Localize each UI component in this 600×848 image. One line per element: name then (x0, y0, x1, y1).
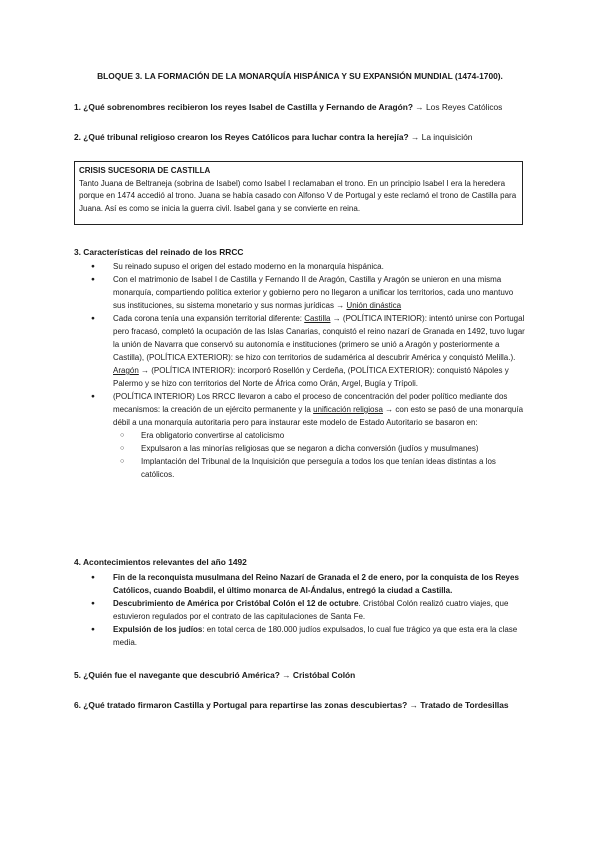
underlined-term: Unión dinástica (346, 301, 402, 310)
answer-5: → Cristóbal Colón (279, 670, 356, 680)
sub-list-item: ○ Era obligatorio convertirse al catolicismo (91, 429, 527, 442)
list-item (91, 623, 527, 649)
answer-1: → Los Reyes Católicos (412, 102, 503, 112)
question-5-text: 5. ¿Quién fue el navegante que descubrió América? (74, 670, 280, 680)
underlined-term: Castilla (304, 314, 331, 323)
question-2-text: 2. ¿Qué tribunal religioso crearon los Reyes Católicos para luchar contra la herejía? (74, 132, 409, 142)
box-text: Tanto Juana de Beltraneja (sobrina de Isabel) como Isabel I reclamaban el trono. En un principio Isabel I era la heredera porque en 1474 accedió al trono. Juana se había casado con Alfonso V de Portugal y este reclamó el trono de Castilla para Juana. Así es como se inicia la guerra civil. Isabel gana y se convierte en reina. (79, 178, 517, 213)
bullet-text: → (POLÍTICA INTERIOR): intentó unirse con Portugal pero fracasó, completó la ocupación de las Islas Canarias, conquistó el reino nazarí de Granada en 1492, tuvo lugar la unión de Navarra que conservó su autonomía e instituciones (primero se unió a Aragón y posteriormente a Castilla), (POLÍTICA EXTERIOR): se hizo con territorios de sudamérica al descubrir América y conquistó Melilla.). (113, 314, 525, 362)
list-item (91, 260, 527, 273)
bullet-text: . Cristóbal Colón realizó cuatro viajes, que estuvieron regulados por el contrato de las capitulaciones de Santa Fe. (113, 599, 509, 621)
bullet-bold-text: Expulsión de los judíos (113, 625, 203, 634)
underlined-term: unificación religiosa (313, 405, 383, 414)
bullet-text: Fin de la reconquista musulmana del Reino Nazarí de Granada el 2 de enero, por la conquista de los Reyes Católicos, cuando Boabdil, el último monarca de Al-Ándalus, entregó la ciudad a Castilla. (113, 573, 519, 595)
list-item (91, 571, 527, 597)
question-1 (74, 102, 502, 112)
sub-list-item: ○ Implantación del Tribunal de la Inquisición que perseguía a todos los que tenían ideas distintas a los católicos. (91, 455, 527, 481)
bullet-text: → (POLÍTICA INTERIOR): incorporó Rosellón y Cerdeña, (POLÍTICA EXTERIOR): conquistó Nápoles y Palermo y se hizo con territorios del Norte de África como Orán, Argel, Bugía y Trípoli. (113, 366, 509, 388)
question-2 (74, 132, 472, 142)
list-item (91, 312, 527, 390)
box-title: CRISIS SUCESORIA DE CASTILLA (79, 166, 211, 175)
section-4-heading: 4. Acontecimientos relevantes del año 1492 (74, 557, 247, 567)
question-6 (74, 700, 509, 710)
page-title: BLOQUE 3. LA FORMACIÓN DE LA MONARQUÍA HISPÁNICA Y SU EXPANSIÓN MUNDIAL (1474-1700). (97, 71, 503, 81)
bullet-text: Con el matrimonio de Isabel I de Castilla y Fernando II de Aragón, Castilla y Aragón se unieron en una misma monarquía, compartiendo política exterior y gobierno pero no llegaron a unificar los territorios, cada uno mantuvo sus instituciones, su sistema monetario y sus normas jurídicas → (113, 275, 514, 310)
list-item (91, 597, 527, 623)
section-3-heading: 3. Características del reinado de los RRCC (74, 247, 244, 257)
list-item (91, 273, 527, 312)
answer-6: → Tratado de Tordesillas (407, 700, 509, 710)
section-3-list (91, 260, 527, 481)
section-4-list (91, 571, 527, 649)
succession-crisis-box (74, 161, 523, 225)
bullet-text: (POLÍTICA INTERIOR) Los RRCC llevaron a cabo el proceso de concentración del poder político mediante dos mecanismos: la creación de un ejército permanente y la (113, 392, 508, 414)
bullet-text: Su reinado supuso el origen del estado moderno en la monarquía hispánica. (113, 262, 384, 271)
bullet-bold-text: Descubrimiento de América por Cristóbal Colón el 12 de octubre (113, 599, 359, 608)
question-6-text: 6. ¿Qué tratado firmaron Castilla y Portugal para repartirse las zonas descubiertas? (74, 700, 408, 710)
list-item (91, 390, 527, 429)
question-5 (74, 670, 355, 680)
question-1-text: 1. ¿Qué sobrenombres recibieron los reyes Isabel de Castilla y Fernando de Aragón? (74, 102, 413, 112)
answer-2: → La inquisición (408, 132, 473, 142)
underlined-term: Aragón (113, 366, 139, 375)
bullet-text: Cada corona tenía una expansión territorial diferente: (113, 314, 305, 323)
bullet-text: : en total cerca de 180.000 judíos expulsados, lo cual fue trágico ya que esta era la clase media. (113, 625, 518, 647)
bullet-text: → con esto se pasó de una monarquía débil a una monarquía autoritaria pero para instaurar este modelo de Estado Autoritario se basaron en: (113, 405, 524, 427)
sub-list-item: ○ Expulsaron a las minorías religiosas que se negaron a dicha conversión (judíos y musulmanes) (91, 442, 527, 455)
